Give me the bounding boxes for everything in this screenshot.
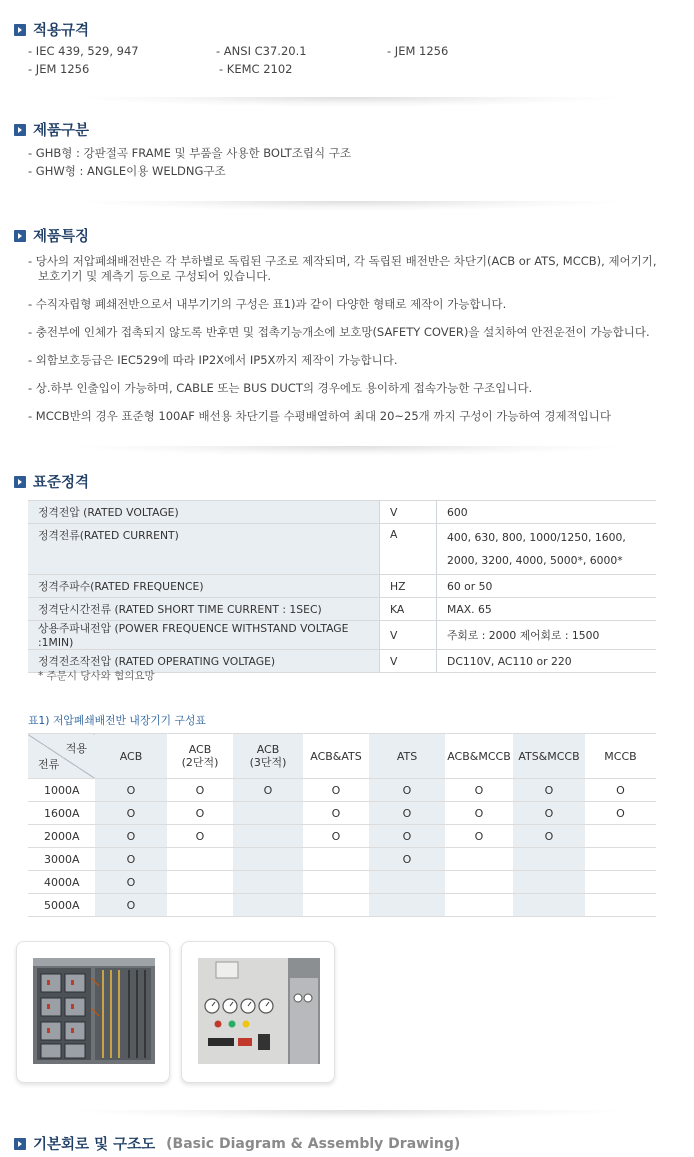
matrix-cell: O — [233, 779, 303, 802]
matrix-cell — [167, 894, 233, 917]
matrix-cell: O — [585, 779, 656, 802]
matrix-cell — [513, 894, 585, 917]
matrix-cell: O — [303, 802, 369, 825]
feature-item: - MCCB반의 경우 표준형 100AF 배선용 차단기를 수평배열하여 최대 20~25개 까지 구성이 가능하여 경제적입니다 — [28, 409, 612, 423]
matrix-cell: O — [513, 802, 585, 825]
matrix-cell: O — [95, 825, 167, 848]
matrix-row-label: 3000A — [28, 848, 95, 871]
matrix-row — [28, 779, 656, 802]
rating-unit: V — [380, 501, 437, 524]
matrix-row — [28, 848, 656, 871]
matrix-cell — [585, 825, 656, 848]
rating-row — [28, 524, 656, 575]
section-divider — [70, 1110, 630, 1120]
rating-item: 정격전류(RATED CURRENT) — [28, 524, 380, 575]
rating-row — [28, 575, 656, 598]
matrix-cell: O — [167, 802, 233, 825]
matrix-row-label: 4000A — [28, 871, 95, 894]
photo-frame — [181, 941, 335, 1083]
matrix-cell — [445, 894, 513, 917]
feature-item: - 당사의 저압폐쇄배전반은 각 부하별로 독립된 구조로 제작되며, 각 독립된 배전반은 차단기(ACB or ATS, MCCB), 제어기기, 보호기기 및 계측기 등으로 구성되어 있습니다. — [28, 254, 657, 283]
matrix-cell: O — [445, 802, 513, 825]
matrix-cell: O — [95, 848, 167, 871]
switchgear-interior-photo — [33, 958, 155, 1064]
section-title-basic-diagram: 기본회로 및 구조도 (Basic Diagram & Assembly Drawing) — [14, 1133, 460, 1154]
matrix-row — [28, 802, 656, 825]
matrix-cell — [233, 871, 303, 894]
rating-item: 정격단시간전류 (RATED SHORT TIME CURRENT : 1SEC) — [28, 598, 380, 621]
bullet-arrow-icon — [14, 124, 26, 136]
matrix-cell — [585, 871, 656, 894]
standard-item: - ANSI C37.20.1 — [216, 44, 307, 58]
rating-unit: V — [380, 621, 437, 650]
matrix-row — [28, 894, 656, 917]
matrix-cell: O — [303, 825, 369, 848]
rating-value: 600 — [437, 501, 657, 524]
rating-row — [28, 501, 656, 524]
matrix-cell — [513, 871, 585, 894]
matrix-row-label: 2000A — [28, 825, 95, 848]
rating-value: 주회로 : 2000 제어회로 : 1500 — [437, 621, 657, 650]
bullet-arrow-icon — [14, 476, 26, 488]
matrix-cell: O — [369, 848, 445, 871]
matrix-caption: 표1) 저압폐쇄배전반 내장기기 구성표 — [28, 714, 206, 727]
rating-value: DC110V, AC110 or 220 — [437, 650, 657, 673]
matrix-cell: O — [513, 779, 585, 802]
rating-row — [28, 598, 656, 621]
rating-value: 60 or 50 — [437, 575, 657, 598]
configuration-matrix — [28, 733, 656, 917]
matrix-column-header: MCCB — [585, 734, 656, 779]
matrix-cell — [303, 848, 369, 871]
switchgear-panel-photo — [198, 958, 320, 1064]
bullet-arrow-icon — [14, 1138, 26, 1150]
matrix-column-header: ACB (3단적) — [233, 734, 303, 779]
matrix-corner-header: 적용 전류 — [28, 734, 95, 779]
matrix-cell — [585, 848, 656, 871]
matrix-column-header: ACB (2단적) — [167, 734, 233, 779]
section-divider — [70, 97, 630, 107]
standard-item: - JEM 1256 — [28, 62, 90, 76]
section-title-features: 제품특징 — [14, 225, 89, 246]
matrix-row — [28, 825, 656, 848]
matrix-cell — [167, 848, 233, 871]
section-title-standards: 적용규격 — [14, 19, 89, 40]
matrix-cell: O — [95, 894, 167, 917]
bullet-arrow-icon — [14, 230, 26, 242]
matrix-cell — [233, 825, 303, 848]
rating-item: 정격전압 (RATED VOLTAGE) — [28, 501, 380, 524]
section-divider — [70, 201, 630, 211]
matrix-column-header: ACB&ATS — [303, 734, 369, 779]
rating-unit: V — [380, 650, 437, 673]
feature-item: - 상.하부 인출입이 가능하며, CABLE 또는 BUS DUCT의 경우에도 용이하게 접속가능한 구조입니다. — [28, 381, 533, 395]
matrix-cell: O — [167, 779, 233, 802]
rating-table — [28, 500, 656, 673]
matrix-column-header: ACB — [95, 734, 167, 779]
feature-list — [28, 254, 668, 437]
matrix-cell — [585, 894, 656, 917]
section-title-rating: 표준정격 — [14, 471, 89, 492]
matrix-cell: O — [369, 825, 445, 848]
matrix-cell — [369, 894, 445, 917]
matrix-cell — [445, 871, 513, 894]
matrix-cell — [233, 848, 303, 871]
matrix-cell: O — [95, 871, 167, 894]
matrix-cell — [445, 848, 513, 871]
matrix-row — [28, 871, 656, 894]
rating-unit: A — [380, 524, 437, 575]
matrix-cell: O — [513, 825, 585, 848]
matrix-cell — [233, 894, 303, 917]
matrix-cell — [303, 894, 369, 917]
section-title-product-types: 제품구분 — [14, 119, 89, 140]
matrix-column-header: ATS&MCCB — [513, 734, 585, 779]
rating-note: * 주문시 당사와 협의요망 — [38, 670, 155, 682]
standard-item: - JEM 1256 — [387, 44, 449, 58]
rating-row — [28, 621, 656, 650]
rating-item: 상용주파내전압 (POWER FREQUENCE WITHSTAND VOLTAGE :1MIN) — [28, 621, 380, 650]
matrix-cell: O — [369, 802, 445, 825]
matrix-row-label: 1600A — [28, 802, 95, 825]
matrix-cell: O — [167, 825, 233, 848]
product-type-item: - GHW형 : ANGLE이용 WELDNG구조 — [28, 164, 226, 178]
matrix-cell — [167, 871, 233, 894]
matrix-cell: O — [445, 825, 513, 848]
rating-value: 400, 630, 800, 1000/1250, 1600, 2000, 3200, 4000, 5000*, 6000* — [437, 524, 657, 575]
rating-value: MAX. 65 — [437, 598, 657, 621]
feature-item: - 충전부에 인체가 접촉되지 않도록 반후면 및 접촉기능개소에 보호망(SAFETY COVER)을 설치하여 안전운전이 가능합니다. — [28, 325, 650, 339]
matrix-column-header: ACB&MCCB — [445, 734, 513, 779]
feature-item: - 외함보호등급은 IEC529에 따라 IP2X에서 IP5X까지 제작이 가능합니다. — [28, 353, 398, 367]
matrix-cell: O — [585, 802, 656, 825]
matrix-cell: O — [95, 779, 167, 802]
section-divider — [70, 446, 630, 456]
rating-unit: HZ — [380, 575, 437, 598]
bullet-arrow-icon — [14, 24, 26, 36]
matrix-row-label: 5000A — [28, 894, 95, 917]
matrix-cell — [303, 871, 369, 894]
matrix-cell: O — [369, 779, 445, 802]
standard-item: - KEMC 2102 — [219, 62, 293, 76]
matrix-cell — [233, 802, 303, 825]
rating-item: 정격전조작전압 (RATED OPERATING VOLTAGE) — [28, 650, 380, 673]
matrix-cell: O — [95, 802, 167, 825]
product-type-item: - GHB형 : 강판절곡 FRAME 및 부품을 사용한 BOLT조립식 구조 — [28, 146, 352, 160]
matrix-cell: O — [303, 779, 369, 802]
rating-unit: KA — [380, 598, 437, 621]
rating-item: 정격주파수(RATED FREQUENCE) — [28, 575, 380, 598]
matrix-cell — [369, 871, 445, 894]
standard-item: - IEC 439, 529, 947 — [28, 44, 139, 58]
matrix-cell — [513, 848, 585, 871]
photo-frame — [16, 941, 170, 1083]
matrix-column-header: ATS — [369, 734, 445, 779]
feature-item: - 수직자립형 폐쇄전반으로서 내부기기의 구성은 표1)과 같이 다양한 형태로 제작이 가능합니다. — [28, 297, 507, 311]
matrix-cell: O — [445, 779, 513, 802]
matrix-row-label: 1000A — [28, 779, 95, 802]
